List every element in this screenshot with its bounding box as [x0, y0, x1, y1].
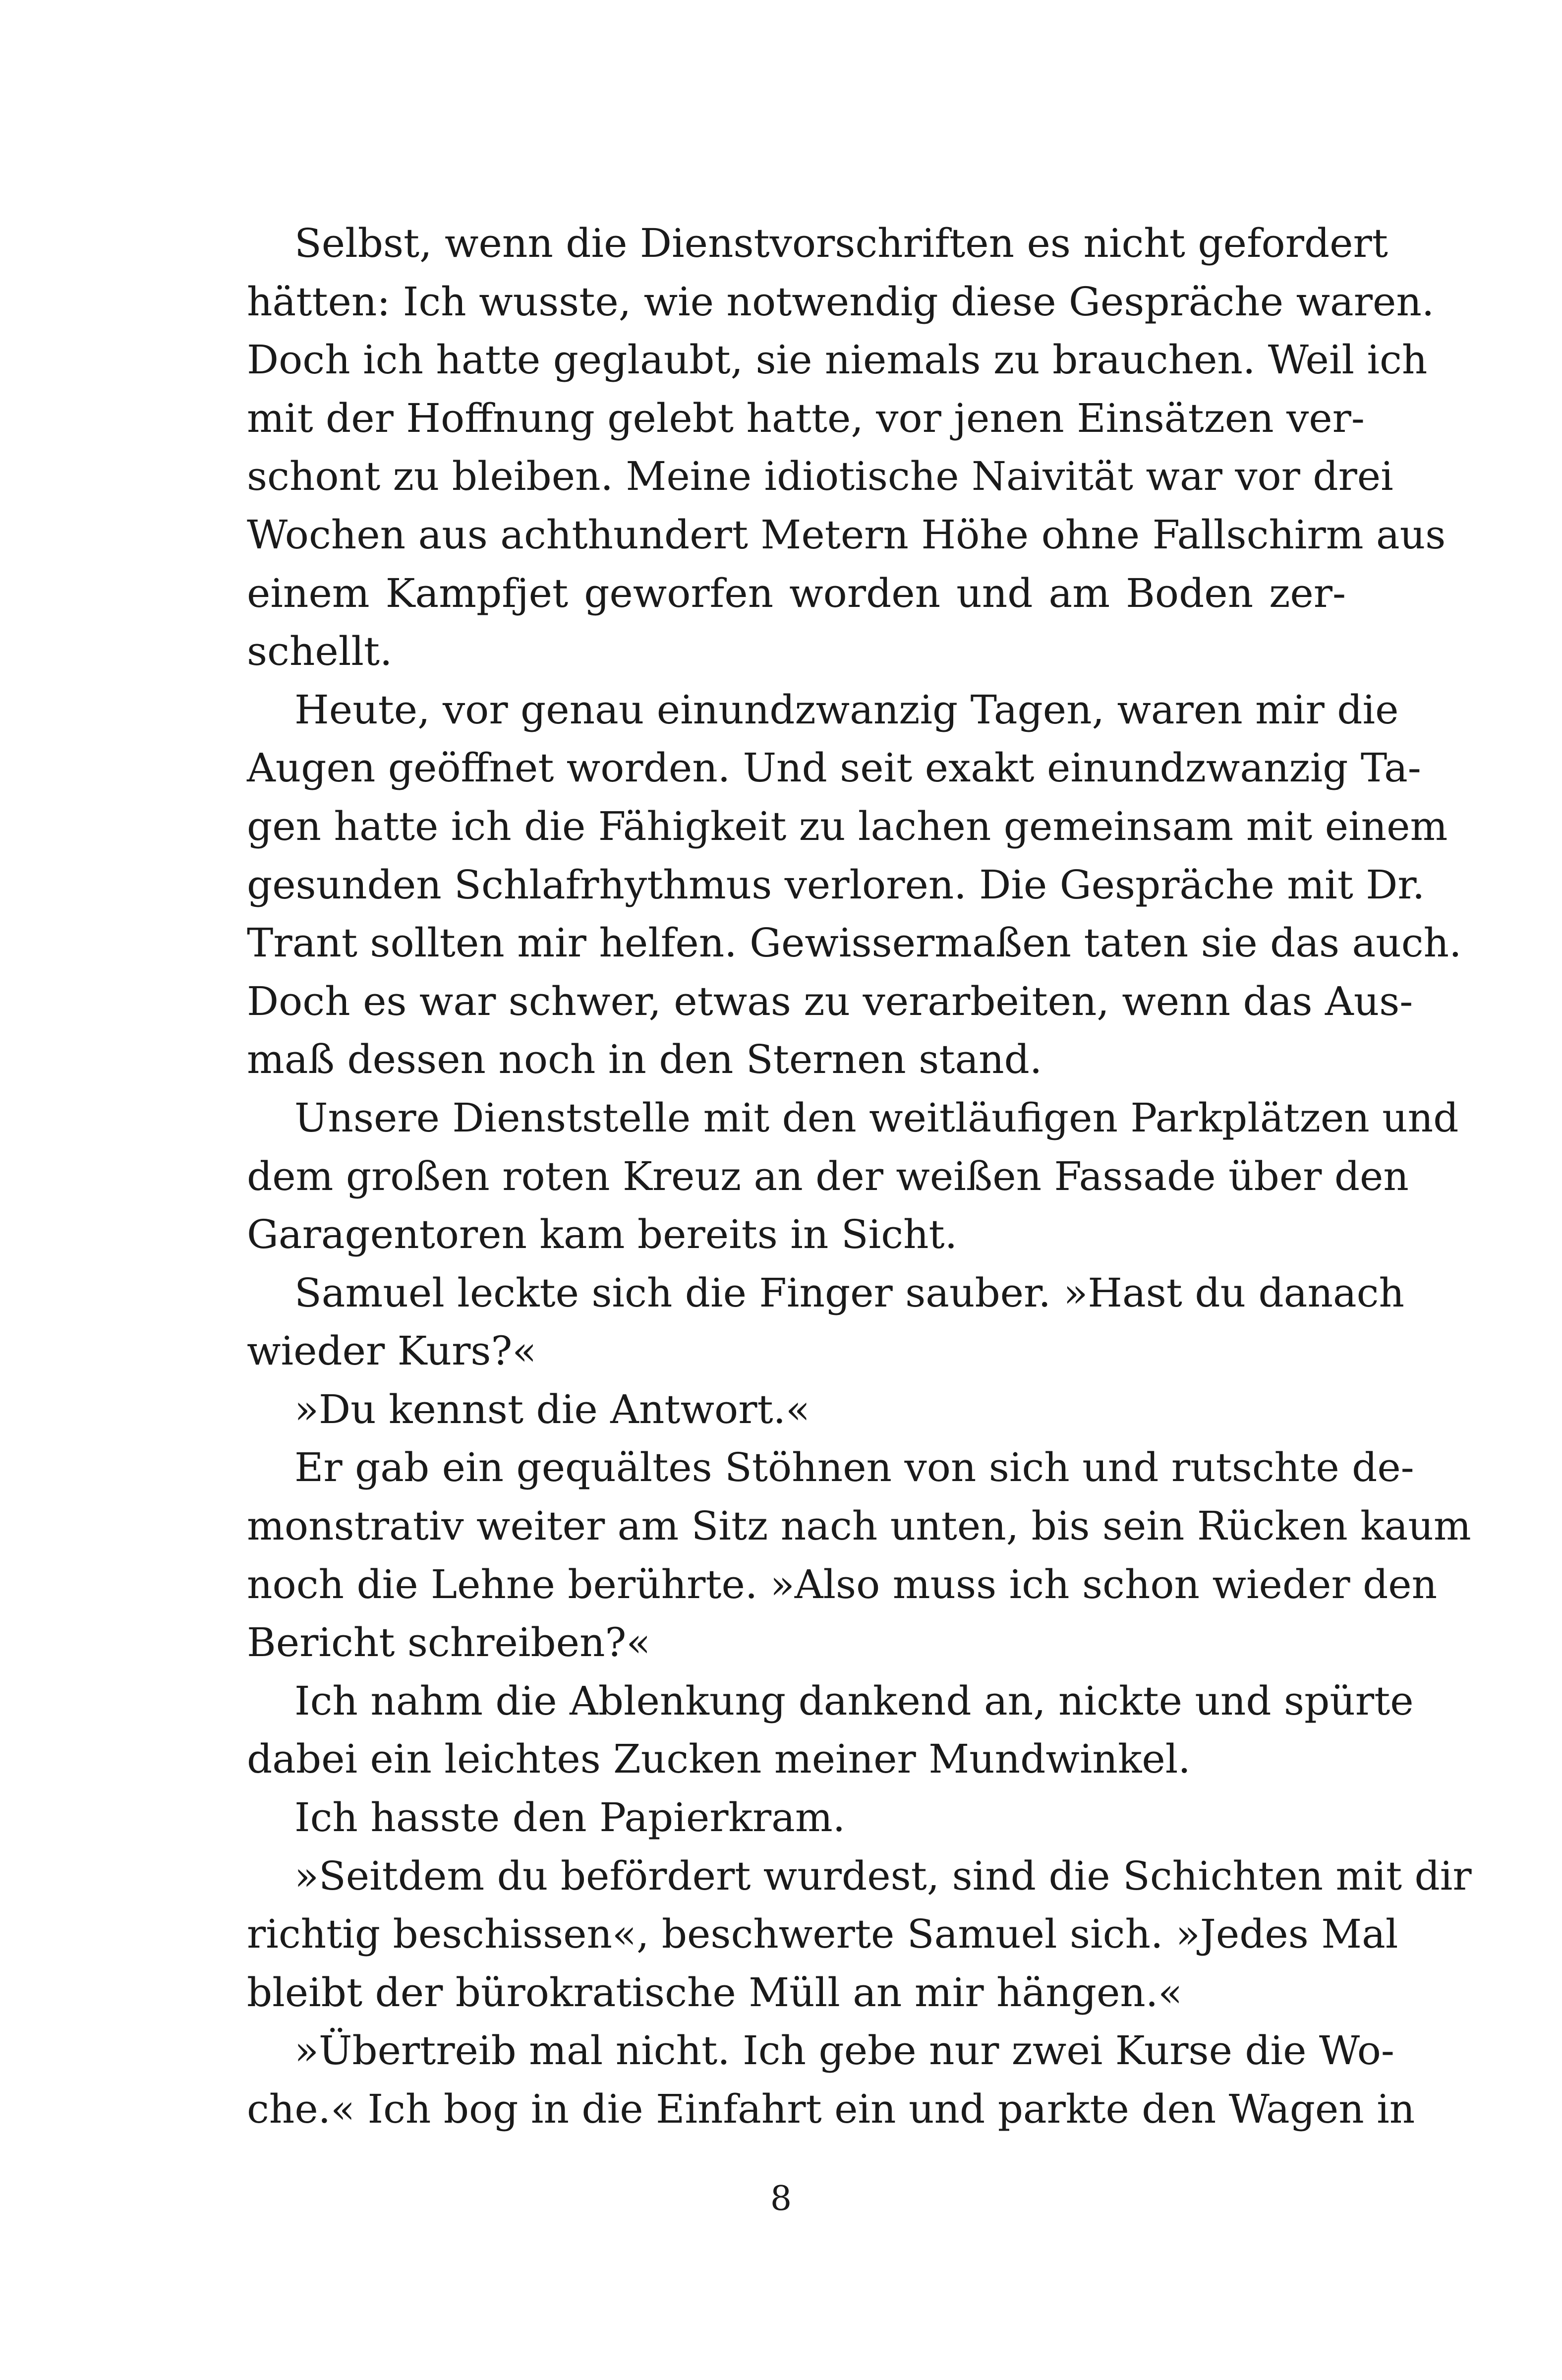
text-line: schellt. — [247, 628, 393, 675]
text-line: »Übertreib mal nicht. Ich gebe nur zwei Kurse die Wo- — [294, 2027, 1394, 2074]
text-line: che.« Ich bog in die Einfahrt ein und parkte den Wagen in — [247, 2086, 1415, 2132]
text-line: dabei ein leichtes Zucken meiner Mundwinkel. — [247, 1736, 1191, 1783]
text-line: maß dessen noch in den Sternen stand. — [247, 1036, 1042, 1083]
body-text — [247, 214, 1472, 2139]
text-line: bleibt der bürokratische Müll an mir hängen.« — [247, 1969, 1183, 2016]
text-line: Selbst, wenn die Dienstvorschriften es nicht gefordert — [294, 220, 1388, 266]
text-line: monstrativ weiter am Sitz nach unten, bis sein Rücken kaum — [247, 1503, 1471, 1549]
text-line: Doch ich hatte geglaubt, sie niemals zu brauchen. Weil ich — [247, 337, 1428, 383]
text-line: Er gab ein gequältes Stöhnen von sich und rutschte de- — [294, 1444, 1414, 1491]
text-line: »Seitdem du befördert wurdest, sind die Schichten mit dir — [294, 1852, 1472, 1899]
text-line: Unsere Dienststelle mit den weitläufigen Parkplätzen und — [294, 1094, 1459, 1141]
text-line: schont zu bleiben. Meine idiotische Naivität war vor drei — [247, 453, 1393, 500]
text-line: noch die Lehne berührte. »Also muss ich schon wieder den — [247, 1561, 1438, 1607]
text-line: mit der Hoffnung gelebt hatte, vor jenen Einsätzen ver- — [247, 395, 1365, 441]
text-line: Trant sollten mir helfen. Gewissermaßen taten sie das auch. — [247, 920, 1462, 966]
page-number: 8 — [770, 2179, 792, 2218]
text-line: gen hatte ich die Fähigkeit zu lachen gemeinsam mit einem — [247, 803, 1448, 849]
text-line: einem Kampfjet geworfen worden und am Boden zer- — [247, 570, 1346, 616]
text-line: Garagentoren kam bereits in Sicht. — [247, 1211, 958, 1258]
text-line: dem großen roten Kreuz an der weißen Fassade über den — [247, 1153, 1409, 1199]
text-line: »Du kennst die Antwort.« — [294, 1386, 810, 1432]
text-line: hätten: Ich wusste, wie notwendig diese Gespräche waren. — [247, 278, 1435, 325]
text-line: Bericht schreiben?« — [247, 1619, 651, 1666]
text-line: Heute, vor genau einundzwanzig Tagen, waren mir die — [294, 686, 1399, 733]
text-line: Ich nahm die Ablenkung dankend an, nickte und spürte — [294, 1677, 1414, 1724]
text-line: Ich hasste den Papierkram. — [294, 1794, 846, 1841]
text-line: Samuel leckte sich die Finger sauber. »Hast du danach — [294, 1269, 1404, 1316]
text-line: Doch es war schwer, etwas zu verarbeiten, wenn das Aus- — [247, 978, 1413, 1024]
text-line: Wochen aus achthundert Metern Höhe ohne Fallschirm aus — [247, 511, 1446, 558]
text-line: Augen geöffnet worden. Und seit exakt einundzwanzig Ta- — [247, 745, 1421, 791]
text-line: richtig beschissen«, beschwerte Samuel sich. »Jedes Mal — [247, 1911, 1398, 1958]
text-line: wieder Kurs?« — [247, 1328, 537, 1374]
text-line: gesunden Schlafrhythmus verloren. Die Gespräche mit Dr. — [247, 861, 1425, 908]
